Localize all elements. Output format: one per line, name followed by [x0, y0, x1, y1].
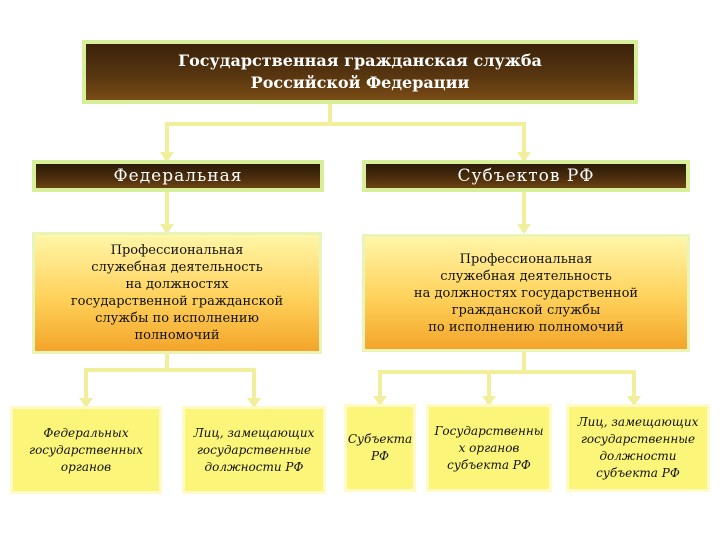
subject-persons-line: Лиц, замещающих — [577, 415, 699, 429]
regional-activity-node — [362, 234, 690, 352]
root-title-line-2: Российской Федерации — [250, 73, 470, 92]
regional-activity-line: служебная деятельность — [440, 268, 612, 284]
regional-activity-line: по исполнению полномочий — [428, 319, 624, 335]
connector-root-regional — [330, 124, 524, 160]
federal-bodies-line: государственных — [29, 442, 143, 457]
federal-activity-line: государственной гражданской — [70, 294, 284, 309]
federal-activity-line: полномочий — [134, 328, 220, 343]
federal-persons-line: должности РФ — [204, 459, 304, 474]
regional-activity-line: на должностях государственной — [413, 285, 639, 301]
federal-bodies-line: Федеральных — [43, 425, 129, 440]
root-node — [82, 40, 638, 104]
subject-persons-line: субъекта РФ — [596, 466, 680, 480]
federal-activity-line: на должностях — [125, 277, 229, 292]
federal-activity-node — [32, 232, 322, 354]
federal-persons-node — [182, 406, 326, 494]
connector-federal-leaves-right — [167, 370, 254, 406]
subject-bodies-node — [426, 404, 552, 492]
subject-persons-line: государственные — [580, 432, 696, 446]
subject-bodies-line: Государственны — [434, 423, 544, 438]
regional-activity-line: гражданской службы — [451, 302, 601, 318]
regional-activity-line: Профессиональная — [459, 251, 593, 267]
subject-persons-line: должности — [599, 449, 677, 463]
root-title-line-1: Государственная гражданская служба — [178, 51, 542, 70]
federal-bodies-line: органов — [60, 459, 112, 474]
connector-regional-right — [524, 372, 634, 404]
federal-persons-line: государственные — [196, 442, 312, 457]
federal-activity-line: службы по исполнению — [95, 311, 259, 326]
federal-branch-node — [32, 160, 324, 192]
subject-node — [344, 404, 416, 492]
subject-line: Субъекта — [347, 432, 413, 446]
subject-persons-node — [566, 404, 710, 492]
federal-persons-line: Лиц, замещающих — [193, 425, 315, 440]
federal-branch-label: Федеральная — [113, 166, 243, 186]
federal-bodies-node — [10, 406, 162, 494]
federal-activity-line: Профессиональная — [110, 243, 244, 258]
federal-activity-line: служебная деятельность — [91, 260, 263, 275]
subject-line: РФ — [370, 449, 390, 463]
connector-root-federal — [167, 104, 330, 160]
regional-branch-label: Субъектов РФ — [457, 166, 595, 186]
subject-bodies-line: субъекта РФ — [447, 457, 531, 472]
regional-branch-node — [362, 160, 690, 192]
connector-regional-leaves — [380, 352, 524, 404]
subject-bodies-line: х органов — [458, 440, 520, 455]
connector-federal-leaves — [86, 354, 167, 406]
